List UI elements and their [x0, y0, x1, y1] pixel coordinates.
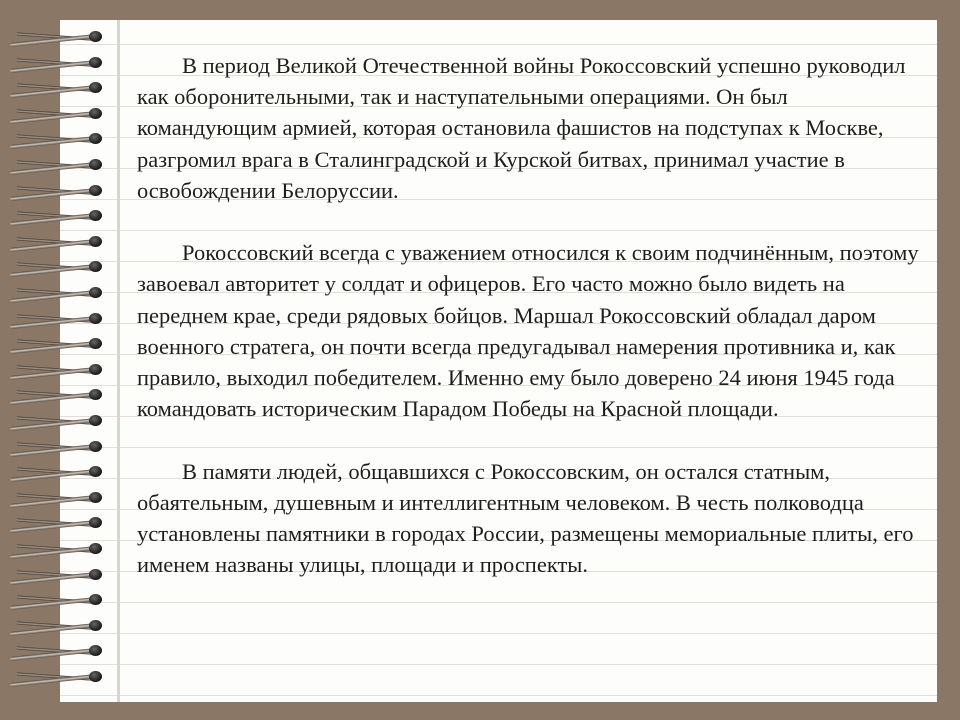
- spiral-ring: [10, 591, 104, 609]
- spiral-ring: [10, 310, 104, 328]
- spiral-ring: [10, 489, 104, 507]
- spiral-ring: [10, 182, 104, 200]
- spiral-ring: [10, 79, 104, 97]
- spiral-ring: [10, 668, 104, 686]
- spiral-ring: [10, 361, 104, 379]
- spiral-ring: [10, 207, 104, 225]
- spiral-ring: [10, 233, 104, 251]
- margin-line: [117, 20, 120, 702]
- spiral-ring: [10, 105, 104, 123]
- spiral-ring: [10, 514, 104, 532]
- spiral-ring: [10, 258, 104, 276]
- spiral-binding: [0, 0, 110, 720]
- spiral-ring: [10, 566, 104, 584]
- spiral-ring: [10, 28, 104, 46]
- spiral-ring: [10, 617, 104, 635]
- spiral-ring: [10, 335, 104, 353]
- spiral-ring: [10, 386, 104, 404]
- spiral-ring: [10, 54, 104, 72]
- spiral-ring: [10, 412, 104, 430]
- spiral-ring: [10, 156, 104, 174]
- spiral-ring: [10, 642, 104, 660]
- paragraph-2: Рокоссовский всегда с уважением относился к своим подчинённым, поэтому завоевал авторитет у солдат и офицеров. Его часто можно было видеть на переднем крае, среди рядовых бойцов. Маршал Рокоссовский обладал даром военного стратега, он почти всегда предугадывал намерения противника и, как правило, выходил победителем. Именно ему было доверено 24 июня 1945 года командовать историческим Парадом Победы на Красной площади.: [137, 240, 919, 422]
- paragraph-1: В период Великой Отечественной войны Рокоссовский успешно руководил как оборонительными, так и наступательными операциями. Он был командующим армией, которая остановила фашистов на подступах к Москве, разгромил врага в Сталинградской и Курской битвах, принимал участие в освобождении Белоруссии.: [137, 53, 906, 203]
- paragraph-3: В памяти людей, общавшихся с Рокоссовским, он остался статным, обаятельным, душевным и интеллигентным человеком. В честь полководца установлены памятники в городах России, размещены мемориальные плиты, его именем названы улицы, площади и проспекты.: [137, 458, 914, 578]
- spiral-ring: [10, 540, 104, 558]
- spiral-ring: [10, 438, 104, 456]
- spiral-ring: [10, 284, 104, 302]
- spiral-ring: [10, 463, 104, 481]
- spiral-ring: [10, 130, 104, 148]
- slide-text: [137, 50, 927, 580]
